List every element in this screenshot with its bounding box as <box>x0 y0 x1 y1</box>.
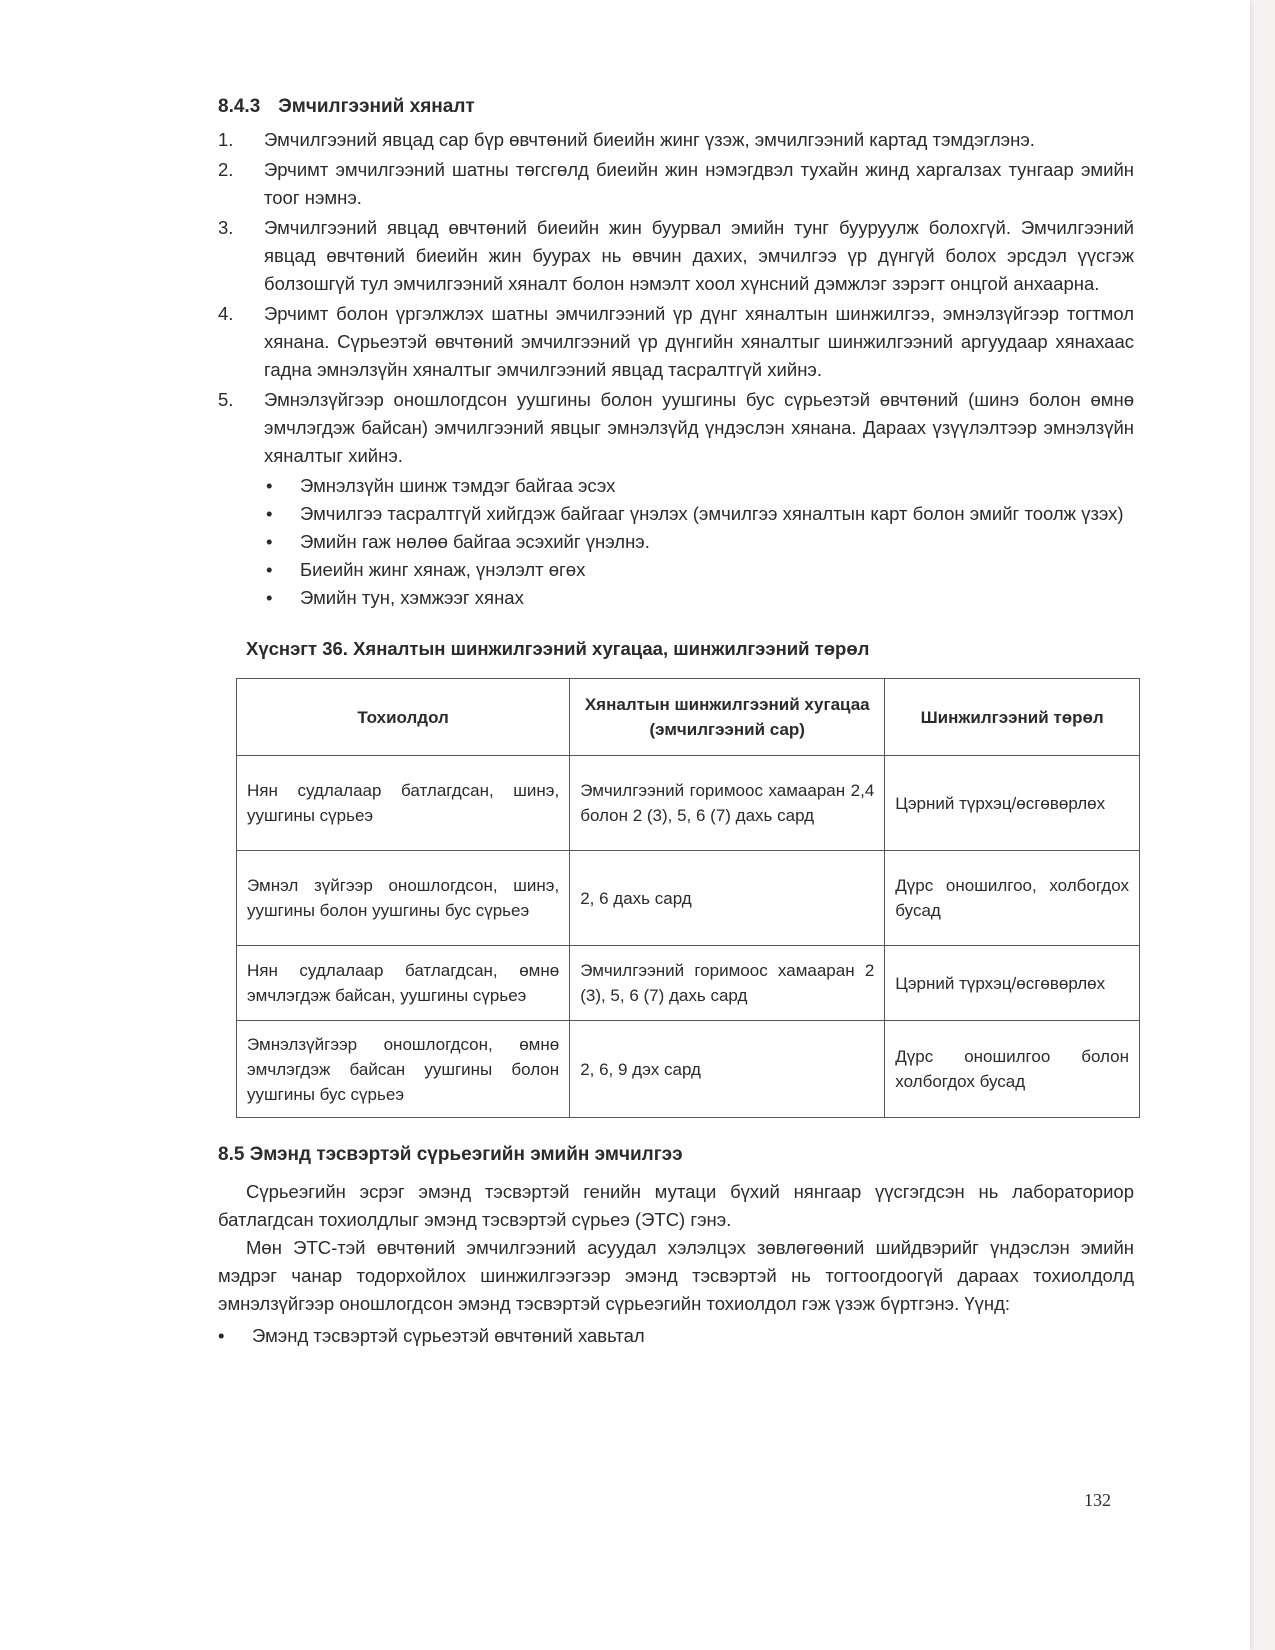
table-cell: Эмнэлзүйгээр оношлогдсон, өмнө эмчлэгдэж байсан уушгины болон уушгины бус сүрьеэ <box>237 1021 570 1118</box>
list-item <box>218 214 1134 298</box>
table-cell: Дүрс оношилгоо, холбогдох бусад <box>885 851 1140 946</box>
list-item <box>218 386 1134 470</box>
bullet-text: Эмийн тун, хэмжээг хянах <box>300 587 524 608</box>
list-text: Эрчимт болон үргэлжлэх шатны эмчилгээний үр дүнг хяналтын шинжилгээ, эмнэлзүйгээр тогтмол хянана. Сүрьеэтэй өвчтөний эмчилгээний үр дүнгийн хяналтыг шинжилгээний аргуудаар хянахаас гадна эмнэлзүйн хяналтыг эмчилгээний явцад тасралтгүй хийнэ. <box>264 303 1134 380</box>
table-cell: Дүрс оношилгоо болон холбогдох бусад <box>885 1021 1140 1118</box>
list-number: 4. <box>218 303 234 324</box>
bullet-text: Биеийн жинг хянаж, үнэлэлт өгөх <box>300 559 586 580</box>
paragraph: Мөн ЭТС-тэй өвчтөний эмчилгээний асуудал хэлэлцэх зөвлөгөөний шийдвэрийг үндэслэн эмийн мэдрэг чанар тодорхойлох шинжилгээгээр эмэнд тэсвэртэй нь тогтоогдоогүй дараах тохиолдолд эмнэлзүйгээр оношлогдсон эмэнд тэсвэртэй сүрьеэгийн тохиолдол гэж үзэж бүртгэнэ. Үүнд: <box>218 1237 1134 1314</box>
table-cell: Цэрний түрхэц/өсгөвөрлөх <box>885 946 1140 1021</box>
bullet-icon: • <box>218 1325 225 1346</box>
table-row <box>237 756 1140 851</box>
list-text: Эмнэлзүйгээр оношлогдсон уушгины болон уушгины бус сүрьеэтэй өвчтөний (шинэ болон өмнө эмчлэгдэж байсан) эмчилгээний явцыг эмнэлзүйд үндэслэн хянана. Дараах үзүүлэлтээр эмнэлзүйн хяналтыг хийнэ. <box>264 389 1134 466</box>
table-cell: Нян судлалаар батлагдсан, өмнө эмчлэгдэж байсан, уушгины сүрьеэ <box>237 946 570 1021</box>
list-text: Эрчимт эмчилгээний шатны төгсгөлд биеийн жин нэмэгдвэл тухайн жинд харгалзах тунгаар эмийн тоог нэмнэ. <box>264 159 1134 208</box>
bullet-item <box>264 500 1134 528</box>
table-cell: Цэрний түрхэц/өсгөвөрлөх <box>885 756 1140 851</box>
table-row <box>237 1021 1140 1118</box>
list-item <box>218 126 1134 154</box>
page-content <box>218 96 1134 1350</box>
table-row <box>237 946 1140 1021</box>
bullet-icon: • <box>266 587 273 608</box>
paragraph: Сүрьеэгийн эсрэг эмэнд тэсвэртэй генийн мутаци бүхий нянгаар үүсгэгдсэн нь лабораториор батлагдсан тохиолдлыг эмэнд тэсвэртэй сүрьеэ (ЭТС) гэнэ. <box>218 1181 1134 1230</box>
bullet-icon: • <box>266 559 273 580</box>
table-cell: Нян судлалаар батлагдсан, шинэ, уушгины сүрьеэ <box>237 756 570 851</box>
column-header: Тохиолдол <box>237 679 570 756</box>
bullet-item <box>264 528 1134 556</box>
table-cell: Эмнэл зүйгээр оношлогдсон, шинэ, уушгины болон уушгины бус сүрьеэ <box>237 851 570 946</box>
table-cell: 2, 6 дахь сард <box>570 851 885 946</box>
bullet-item <box>264 584 1134 612</box>
bullet-icon: • <box>266 531 273 552</box>
monitoring-table <box>236 678 1140 1118</box>
bullet-item <box>264 556 1134 584</box>
bullet-item <box>218 1322 1134 1350</box>
section-title: Эмчилгээний хяналт <box>278 96 475 117</box>
list-text: Эмчилгээний явцад өвчтөний биеийн жин буурвал эмийн тунг бууруулж болохгүй. Эмчилгээний явцад өвчтөний биеийн жин буурах нь өвчин дахих, эмчилгээ үр дүнгүй болох эрсдэл үүсгэж болзошгүй тул эмчилгээний хяналт болон нэмэлт хоол хүнсний дэмжлэг зэрэгт онцгой анхаарна. <box>264 217 1134 294</box>
table-cell: Эмчилгээний горимоос хамааран 2,4 болон 2 (3), 5, 6 (7) дахь сард <box>570 756 885 851</box>
column-header: Шинжилгээний төрөл <box>885 679 1140 756</box>
table-caption: Хүснэгт 36. Хяналтын шинжилгээний хугацаа, шинжилгээний төрөл <box>246 638 870 659</box>
list-number: 5. <box>218 389 234 410</box>
section-heading-85: 8.5 Эмэнд тэсвэртэй сүрьеэгийн эмийн эмчилгээ <box>218 1144 683 1165</box>
bullet-icon: • <box>266 475 273 496</box>
table-cell: Эмчилгээний горимоос хамааран 2 (3), 5, 6 (7) дахь сард <box>570 946 885 1021</box>
list-item <box>218 300 1134 384</box>
list-number: 3. <box>218 217 234 238</box>
table-cell: 2, 6, 9 дэх сард <box>570 1021 885 1118</box>
bullet-text: Эмийн гаж нөлөө байгаа эсэхийг үнэлнэ. <box>300 531 650 552</box>
table-row <box>237 851 1140 946</box>
clinical-bullet-list <box>264 472 1134 612</box>
section-heading-843 <box>218 96 1134 118</box>
list-text: Эмчилгээний явцад сар бүр өвчтөний биеийн жинг үзэж, эмчилгээний картад тэмдэглэнэ. <box>264 129 1035 150</box>
list-item <box>218 156 1134 212</box>
bullet-text: Эмэнд тэсвэртэй сүрьеэтэй өвчтөний хавьтал <box>252 1325 645 1346</box>
column-header: Хяналтын шинжилгээний хугацаа (эмчилгээний сар) <box>570 679 885 756</box>
bullet-text: Эмчилгээ тасралтгүй хийгдэж байгааг үнэлэх (эмчилгээ хяналтын карт болон эмийг тоолж үзэх) <box>300 503 1124 524</box>
monitoring-list <box>218 126 1134 470</box>
bullet-text: Эмнэлзүйн шинж тэмдэг байгаа эсэх <box>300 475 616 496</box>
section-number: 8.4.3 <box>218 96 261 117</box>
bullet-icon: • <box>266 503 273 524</box>
bullet-item <box>264 472 1134 500</box>
table-header-row <box>237 679 1140 756</box>
list-number: 1. <box>218 129 234 150</box>
page-number: 132 <box>1084 1490 1111 1510</box>
list-number: 2. <box>218 159 234 180</box>
